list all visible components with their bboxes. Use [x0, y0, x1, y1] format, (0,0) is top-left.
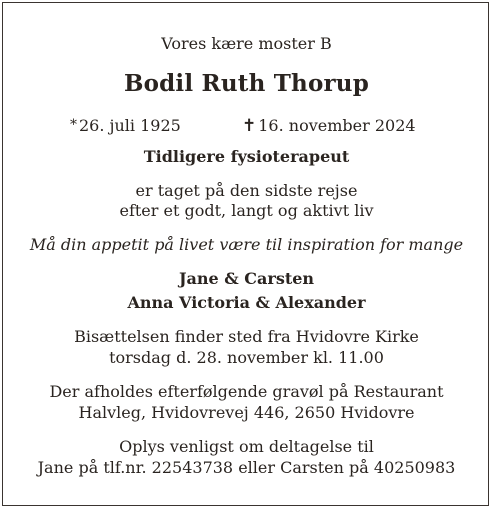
- death-date: [242, 116, 416, 136]
- birth-date: [70, 116, 181, 135]
- star-icon: *: [70, 117, 77, 133]
- deceased-name: Bodil Ruth Thorup: [123, 70, 370, 97]
- message-line-1: er taget på den sidste rejse: [135, 181, 358, 200]
- death-date-text: 16. november 2024: [258, 116, 416, 135]
- message-line-2: efter et godt, langt og aktivt liv: [119, 201, 374, 220]
- reception-line-2: Halvleg, Hvidovrevej 446, 2650 Hvidovre: [78, 403, 415, 422]
- funeral-line-2: torsdag d. 28. november kl. 11.00: [109, 348, 384, 367]
- relation-line: Vores kære moster B: [161, 34, 332, 53]
- signatory-line-2: Anna Victoria & Alexander: [127, 293, 366, 312]
- profession: Tidligere fysioterapeut: [143, 147, 350, 166]
- cross-icon: ✝: [242, 116, 257, 136]
- funeral-line-1: Bisættelsen finder sted fra Hvidovre Kirke: [74, 327, 419, 346]
- memorial-quote: Må din appetit på livet være til inspiration for mange: [29, 235, 464, 254]
- birth-date-text: 26. juli 1925: [79, 116, 181, 135]
- rsvp-line-2: Jane på tlf.nr. 22543738 eller Carsten på 40250983: [37, 458, 456, 477]
- life-dates: [0, 116, 493, 136]
- rsvp-line-1: Oplys venligst om deltagelse til: [119, 437, 374, 456]
- reception-line-1: Der afholdes efterfølgende gravøl på Restaurant: [49, 382, 444, 401]
- signatory-line-1: Jane & Carsten: [178, 269, 315, 288]
